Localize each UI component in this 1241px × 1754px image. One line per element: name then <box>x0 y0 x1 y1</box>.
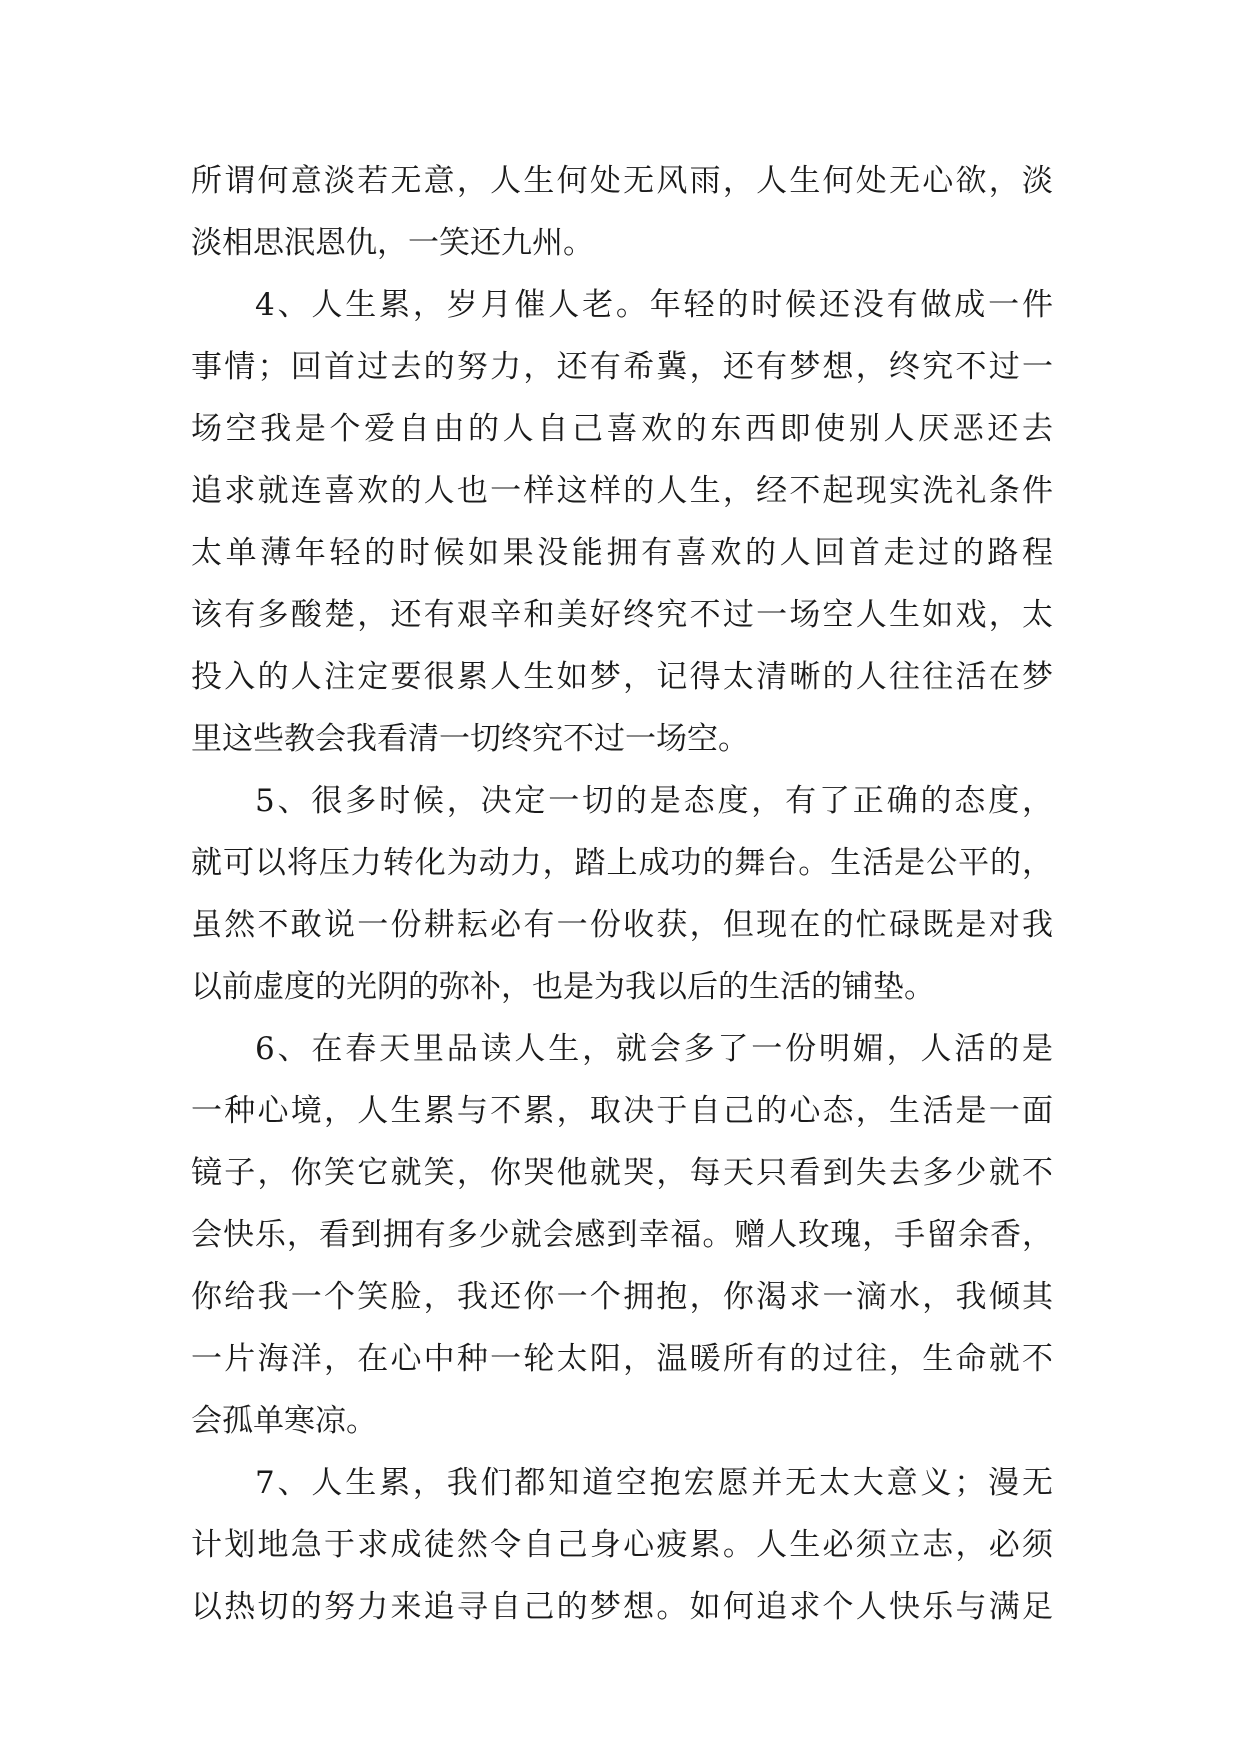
text-line: 镜子，你笑它就笑，你哭他就哭，每天只看到失去多少就不 <box>191 1155 1053 1191</box>
text-line: 一片海洋，在心中种一轮太阳，温暖所有的过往，生命就不 <box>191 1341 1053 1377</box>
text-line: 5、很多时候，决定一切的是态度，有了正确的态度， <box>255 783 1053 819</box>
text-line: 就可以将压力转化为动力，踏上成功的舞台。生活是公平的， <box>191 845 1053 881</box>
text-line: 以前虚度的光阴的弥补，也是为我以后的生活的铺垫。 <box>191 969 935 1005</box>
text-line: 会孤单寒凉。 <box>191 1403 377 1439</box>
text-line: 你给我一个笑脸，我还你一个拥抱，你渴求一滴水，我倾其 <box>191 1279 1053 1315</box>
text-line: 追求就连喜欢的人也一样这样的人生，经不起现实洗礼条件 <box>191 473 1053 509</box>
text-line: 以热切的努力来追寻自己的梦想。如何追求个人快乐与满足 <box>191 1589 1053 1625</box>
text-line: 会快乐，看到拥有多少就会感到幸福。赠人玫瑰，手留余香， <box>191 1217 1053 1253</box>
text-line: 4、人生累，岁月催人老。年轻的时候还没有做成一件 <box>255 287 1053 323</box>
text-line: 场空我是个爱自由的人自己喜欢的东西即使别人厌恶还去 <box>191 411 1053 447</box>
paragraph-item-7 <box>191 1452 1053 1638</box>
text-line: 投入的人注定要很累人生如梦，记得太清晰的人往往活在梦 <box>191 659 1053 695</box>
paragraph-item-5 <box>191 770 1053 1018</box>
paragraph-intro <box>191 150 1053 274</box>
paragraph-item-6 <box>191 1018 1053 1452</box>
text-line: 虽然不敢说一份耕耘必有一份收获，但现在的忙碌既是对我 <box>191 907 1053 943</box>
body-text <box>191 150 1053 1638</box>
text-line: 该有多酸楚，还有艰辛和美好终究不过一场空人生如戏，太 <box>191 597 1053 633</box>
text-line: 6、在春天里品读人生，就会多了一份明媚，人活的是 <box>255 1031 1053 1067</box>
text-line: 所谓何意淡若无意，人生何处无风雨，人生何处无心欲，淡 <box>191 163 1053 199</box>
text-line: 里这些教会我看清一切终究不过一场空。 <box>191 721 749 757</box>
text-line: 太单薄年轻的时候如果没能拥有喜欢的人回首走过的路程 <box>191 535 1053 571</box>
text-line: 事情；回首过去的努力，还有希冀，还有梦想，终究不过一 <box>191 349 1053 385</box>
paragraph-item-4 <box>191 274 1053 770</box>
text-line: 计划地急于求成徒然令自己身心疲累。人生必须立志，必须 <box>191 1527 1053 1563</box>
text-line: 7、人生累，我们都知道空抱宏愿并无太大意义；漫无 <box>255 1465 1053 1501</box>
text-line: 淡相思泯恩仇，一笑还九州。 <box>191 225 594 261</box>
text-line: 一种心境，人生累与不累，取决于自己的心态，生活是一面 <box>191 1093 1053 1129</box>
